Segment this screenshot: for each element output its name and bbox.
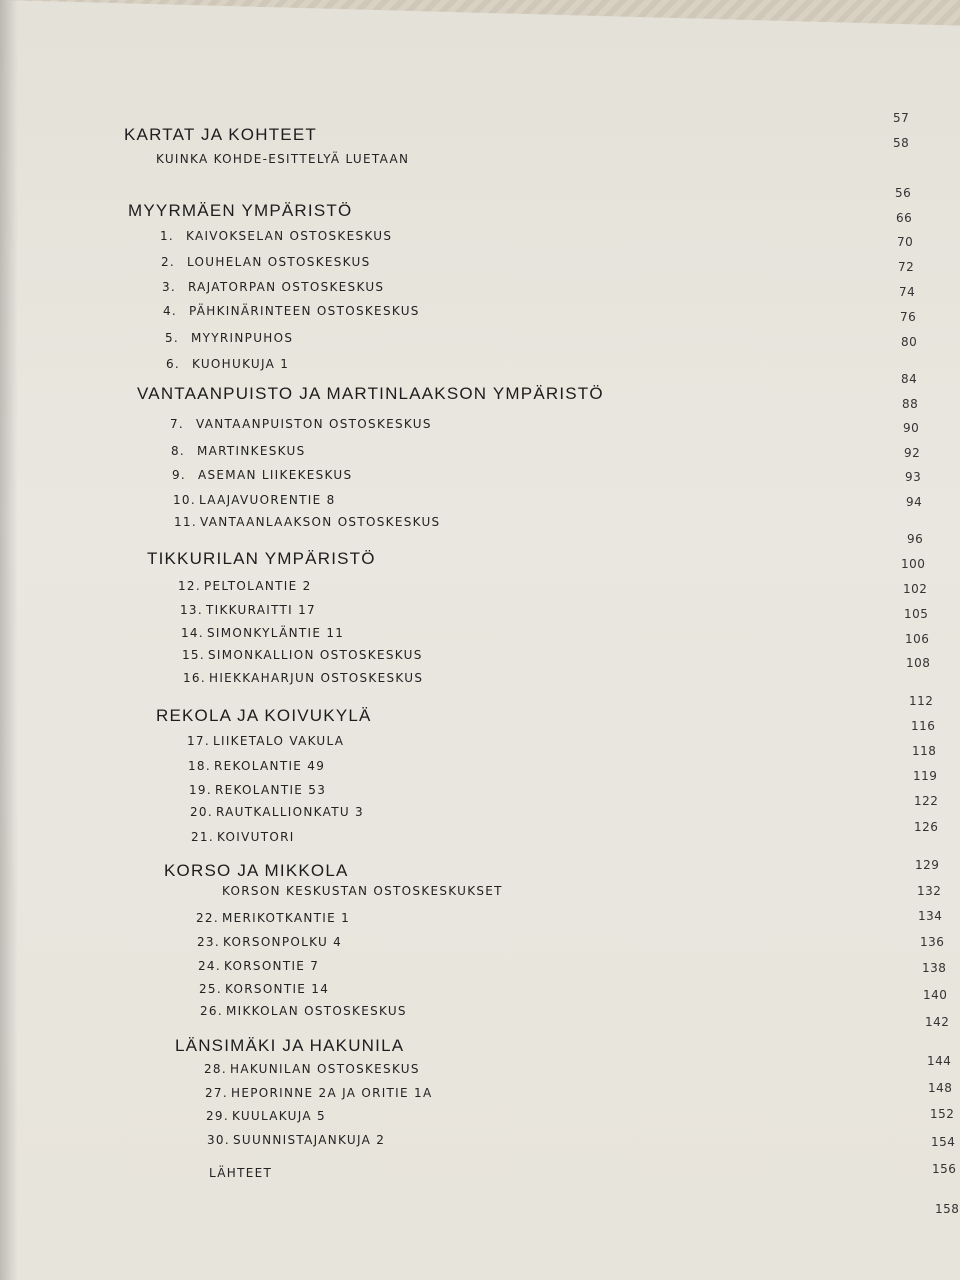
entry-label: LAAJAVUORENTIE 8 <box>199 493 336 507</box>
page-number: 76 <box>900 310 917 324</box>
page-number: 96 <box>907 532 924 546</box>
entry-number: 11. <box>174 515 197 529</box>
entry-label: HEPORINNE 2A JA ORITIE 1A <box>231 1086 433 1100</box>
entry-number: 28. <box>204 1062 227 1076</box>
entry-label: SIMONKYLÄNTIE 11 <box>207 626 345 640</box>
section-title: MYYRMÄEN YMPÄRISTÖ <box>128 201 353 220</box>
entry-label: PELTOLANTIE 2 <box>204 579 312 593</box>
page-number: 66 <box>896 211 913 225</box>
subsection-title: KUINKA KOHDE-ESITTELYÄ LUETAAN <box>156 152 410 166</box>
section-title: KORSO JA MIKKOLA <box>164 861 349 880</box>
toc-entry <box>200 1004 407 1018</box>
entry-label: HAKUNILAN OSTOSKESKUS <box>230 1062 420 1076</box>
section-title: VANTAANPUISTO JA MARTINLAAKSON YMPÄRISTÖ <box>137 384 604 403</box>
entry-number: 10. <box>173 493 196 507</box>
toc-entry <box>198 959 319 973</box>
page-number: 94 <box>906 495 923 509</box>
page-number: 93 <box>905 470 922 484</box>
page-number: 88 <box>902 397 919 411</box>
page-number: 106 <box>905 632 930 646</box>
entry-number: 8. <box>171 444 186 458</box>
entry-label: ASEMAN LIIKEKESKUS <box>198 468 353 482</box>
toc-entry <box>191 830 295 844</box>
section-title: REKOLA JA KOIVUKYLÄ <box>156 706 372 725</box>
toc-entry <box>178 579 312 593</box>
page-number: 92 <box>904 446 921 460</box>
subsection-title: KORSON KESKUSTAN OSTOSKESKUKSET <box>222 884 503 898</box>
section-title: TIKKURILAN YMPÄRISTÖ <box>147 549 376 568</box>
entry-label: MYYRINPUHOS <box>191 331 294 345</box>
toc-entry <box>171 444 306 458</box>
toc-entry <box>206 1109 326 1123</box>
entry-number: 5. <box>165 331 180 345</box>
entry-label: MARTINKESKUS <box>197 444 306 458</box>
toc-entry <box>173 493 336 507</box>
entry-label: KORSONTIE 14 <box>225 982 330 996</box>
page-number: 136 <box>920 935 945 949</box>
toc-entry <box>162 280 384 294</box>
entry-label: PÄHKINÄRINTEEN OSTOSKESKUS <box>189 304 420 318</box>
page-number: 108 <box>906 656 931 670</box>
page-number: 84 <box>901 372 918 386</box>
toc-entry <box>180 603 316 617</box>
entry-number: 16. <box>183 671 206 685</box>
page-number: 132 <box>917 884 942 898</box>
page-number: 102 <box>903 582 928 596</box>
page-number: 58 <box>893 136 910 150</box>
entry-number: 2. <box>161 255 176 269</box>
entry-number: 30. <box>207 1133 230 1147</box>
toc-entry <box>174 515 440 529</box>
entry-label: KOIVUTORI <box>217 830 295 844</box>
entry-number: 6. <box>166 357 181 371</box>
entry-label: MERIKOTKANTIE 1 <box>222 911 351 925</box>
entry-label: MIKKOLAN OSTOSKESKUS <box>226 1004 407 1018</box>
entry-number: 27. <box>205 1086 228 1100</box>
page-number: 70 <box>897 235 914 249</box>
entry-number: 26. <box>200 1004 223 1018</box>
entry-number: 7. <box>170 417 185 431</box>
entry-number: 25. <box>199 982 222 996</box>
entry-label: RAUTKALLIONKATU 3 <box>216 805 364 819</box>
page-number: 126 <box>914 820 939 834</box>
entry-number: 1. <box>160 229 175 243</box>
entry-label: LOUHELAN OSTOSKESKUS <box>187 255 371 269</box>
toc-entry <box>189 783 326 797</box>
entry-label: VANTAANLAAKSON OSTOSKESKUS <box>200 515 441 529</box>
page-number: 74 <box>899 285 916 299</box>
page-number: 119 <box>913 769 938 783</box>
page-number: 152 <box>930 1107 955 1121</box>
page-number: 138 <box>922 961 947 975</box>
entry-number: 20. <box>190 805 213 819</box>
page-number: 134 <box>918 909 943 923</box>
page-number: 100 <box>901 557 926 571</box>
sources-label: LÄHTEET <box>209 1166 273 1180</box>
toc-entry <box>183 671 423 685</box>
toc-entry <box>163 304 420 318</box>
entry-number: 12. <box>178 579 201 593</box>
toc-entry <box>161 255 371 269</box>
entry-label: KUULAKUJA 5 <box>232 1109 326 1123</box>
page-number: 80 <box>901 335 918 349</box>
page-number: 142 <box>925 1015 950 1029</box>
entry-label: HIEKKAHARJUN OSTOSKESKUS <box>209 671 424 685</box>
entry-label: KAIVOKSELAN OSTOSKESKUS <box>186 229 393 243</box>
toc-entry <box>204 1062 420 1076</box>
entry-number: 29. <box>206 1109 229 1123</box>
entry-label: SIMONKALLION OSTOSKESKUS <box>208 648 423 662</box>
toc-entry <box>190 805 364 819</box>
toc-entry <box>207 1133 385 1147</box>
entry-label: REKOLANTIE 53 <box>215 783 327 797</box>
toc-entry <box>172 468 352 482</box>
entry-label: LIIKETALO VAKULA <box>213 734 345 748</box>
entry-number: 3. <box>162 280 177 294</box>
entry-number: 22. <box>196 911 219 925</box>
entry-label: KUOHUKUJA 1 <box>192 357 290 371</box>
entry-number: 23. <box>197 935 220 949</box>
page-number: 154 <box>931 1135 956 1149</box>
entry-label: TIKKURAITTI 17 <box>206 603 316 617</box>
toc-entry <box>188 759 325 773</box>
entry-number: 18. <box>188 759 211 773</box>
toc-entry <box>170 417 432 431</box>
entry-label: RAJATORPAN OSTOSKESKUS <box>188 280 385 294</box>
entry-label: KORSONTIE 7 <box>224 959 320 973</box>
entry-label: REKOLANTIE 49 <box>214 759 326 773</box>
toc-entry <box>197 935 342 949</box>
page-number: 56 <box>895 186 912 200</box>
toc-entry <box>182 648 423 662</box>
entry-label: VANTAANPUISTON OSTOSKESKUS <box>196 417 432 431</box>
toc-entry <box>199 982 329 996</box>
entry-number: 19. <box>189 783 212 797</box>
page-number: 105 <box>904 607 929 621</box>
toc-entry <box>181 626 344 640</box>
entry-number: 9. <box>172 468 187 482</box>
section-title: KARTAT JA KOHTEET <box>124 125 317 144</box>
page-number: 156 <box>932 1162 957 1176</box>
entry-label: SUUNNISTAJANKUJA 2 <box>233 1133 386 1147</box>
toc-entry <box>165 331 293 345</box>
page-number: 90 <box>903 421 920 435</box>
toc-entry <box>196 911 350 925</box>
entry-number: 24. <box>198 959 221 973</box>
page-number: 144 <box>927 1054 952 1068</box>
entry-number: 15. <box>182 648 205 662</box>
page-number: 112 <box>909 694 934 708</box>
page-number: 57 <box>893 111 910 125</box>
page-number: 148 <box>928 1081 953 1095</box>
toc-entry <box>160 229 392 243</box>
entry-label: KORSONPOLKU 4 <box>223 935 343 949</box>
page-number: 158 <box>935 1202 960 1216</box>
entry-number: 21. <box>191 830 214 844</box>
toc-entry <box>166 357 289 371</box>
page-number: 72 <box>898 260 915 274</box>
page-number: 118 <box>912 744 937 758</box>
entry-number: 4. <box>163 304 178 318</box>
page-number: 140 <box>923 988 948 1002</box>
entry-number: 13. <box>180 603 203 617</box>
page-number: 116 <box>911 719 936 733</box>
entry-number: 14. <box>181 626 204 640</box>
page-number: 129 <box>915 858 940 872</box>
toc-entry <box>205 1086 432 1100</box>
toc-entry <box>187 734 344 748</box>
page-number: 122 <box>914 794 939 808</box>
section-title: LÄNSIMÄKI JA HAKUNILA <box>175 1036 405 1055</box>
entry-number: 17. <box>187 734 210 748</box>
